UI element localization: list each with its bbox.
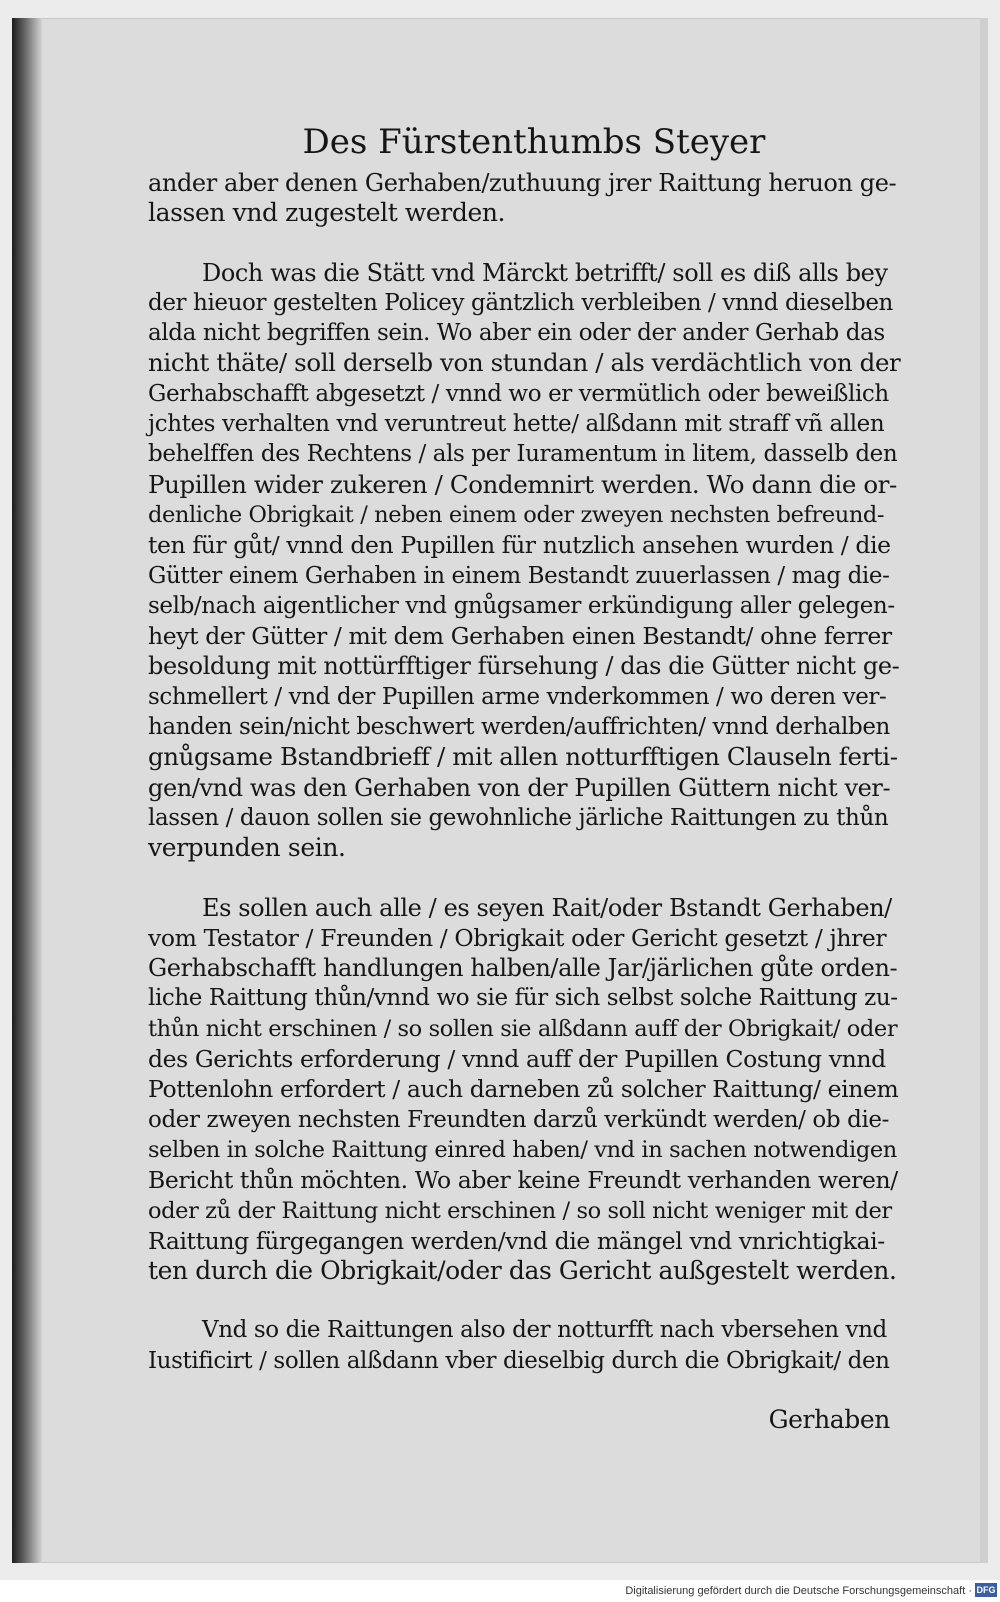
text-line: heyt der Gütter / mit dem Gerhaben einen Bestandt/ ohne ferrer <box>148 622 892 651</box>
text-line: Raittung fürgegangen werden/vnd die mängel vnd vnrichtigkai- <box>148 1226 885 1255</box>
text-line: Doch was die Stätt vnd Märckt betrifft/ soll es diß alls bey <box>202 258 888 287</box>
paragraph <box>148 893 900 1287</box>
text-line: handen sein/nicht beschwert werden/auffrichten/ vnnd derhalben <box>148 714 890 741</box>
text-line: liche Raittung thůn/vnnd wo sie für sich selbst solche Raittung zu- <box>148 985 898 1012</box>
text-line: jchtes verhalten vnd veruntreut hette/ alßdann mit straff vñ allen <box>148 411 885 438</box>
text-line: nicht thäte/ soll derselb von stundan / als verdächtlich von der <box>148 348 901 378</box>
text-line: selb/nach aigentlicher vnd gnůgsamer erkündigung aller gelegen- <box>148 592 895 619</box>
text-line: alda nicht begriffen sein. Wo aber ein oder der ander Gerhab das <box>148 320 885 347</box>
paragraph <box>148 258 900 864</box>
footer-credit: Digitalisierung gefördert durch die Deutsche Forschungsgemeinschaft · <box>625 1585 972 1597</box>
text-line: besoldung mit nottürfftiger fürsehung / das die Gütter nicht ge- <box>148 652 900 681</box>
text-line: verpunden sein. <box>148 833 346 863</box>
text-line: der hieuor gestelten Policey gäntzlich verbleiben / vnnd dieselben <box>148 289 893 316</box>
dfg-logo-icon[interactable]: DFG <box>976 1585 996 1595</box>
footer-bar <box>0 1580 1000 1602</box>
text-line: ten für gůt/ vnnd den Pupillen für nutzlich ansehen wurden / die <box>148 531 891 560</box>
text-line: Pupillen wider zukeren / Condemnirt werden. Wo dann die or- <box>148 469 897 499</box>
catch-word: Gerhaben <box>768 1404 890 1434</box>
text-line: des Gerichts erforderung / vnnd auff der Pupillen Costung vnnd <box>148 1045 886 1074</box>
page-text <box>148 108 900 1435</box>
text-line: schmellert / vnd der Pupillen arme vnderkommen / wo deren ver- <box>148 683 887 710</box>
text-line: Vnd so die Raittungen also der notturfft nach vbersehen vnd <box>202 1317 887 1344</box>
paragraph <box>148 1315 900 1376</box>
paragraph <box>148 168 900 229</box>
text-line: behelffen des Rechtens / als per Iuramentum in litem, dasselb den <box>148 441 898 468</box>
text-line: Es sollen auch alle / es seyen Rait/oder Bstandt Gerhaben/ <box>202 893 892 922</box>
page-right-edge <box>980 18 988 1563</box>
running-head: Des Fürstenthumbs Steyer <box>302 122 766 162</box>
text-line: Iustificirt / sollen alßdann vber dieselbig durch die Obrigkait/ den <box>148 1347 890 1374</box>
text-line: Gütter einem Gerhaben in einem Bestandt zuuerlassen / mag die- <box>148 562 890 589</box>
text-line: oder zů der Raittung nicht erschinen / so soll nicht weniger mit der <box>148 1197 892 1224</box>
text-line: gnůgsame Bstandbrieff / mit allen notturfftigen Clauseln ferti- <box>148 742 898 772</box>
text-line: gen/vnd was den Gerhaben von der Pupillen Güttern nicht ver- <box>148 773 891 802</box>
text-line: Gerhabschafft handlungen halben/alle Jar/järlichen gůte orden- <box>148 954 898 983</box>
text-line: ten durch die Obrigkait/oder das Gericht außgestelt werden. <box>148 1256 897 1286</box>
text-line: selben in solche Raittung einred haben/ vnd in sachen notwendigen <box>148 1136 897 1163</box>
text-line: Pottenlohn erfordert / auch darneben zů solcher Raittung/ einem <box>148 1075 899 1104</box>
text-line: denliche Obrigkait / neben einem oder zweyen nechsten befreund- <box>148 501 885 528</box>
text-line: lassen / dauon sollen sie gewohnliche järliche Raittungen zu thůn <box>148 804 889 831</box>
text-line: lassen vnd zugestelt werden. <box>148 198 506 228</box>
text-line: oder zweyen nechsten Freundten darzů verkündt werden/ ob die- <box>148 1106 889 1133</box>
text-line: thůn nicht erschinen / so sollen sie alßdann auff der Obrigkait/ oder <box>148 1015 898 1042</box>
text-line: ander aber denen Gerhaben/zuthuung jrer Raittung heruon ge- <box>148 169 897 197</box>
paragraphs <box>148 168 900 1376</box>
text-line: Gerhabschafft abgesetzt / vnnd wo er vermütlich oder beweißlich <box>148 380 889 407</box>
text-line: vom Testator / Freunden / Obrigkait oder Gericht gesetzt / jhrer <box>148 923 887 952</box>
text-line: Bericht thůn möchten. Wo aber keine Freundt verhanden weren/ <box>148 1166 898 1195</box>
page-gutter-shadow <box>12 18 42 1563</box>
